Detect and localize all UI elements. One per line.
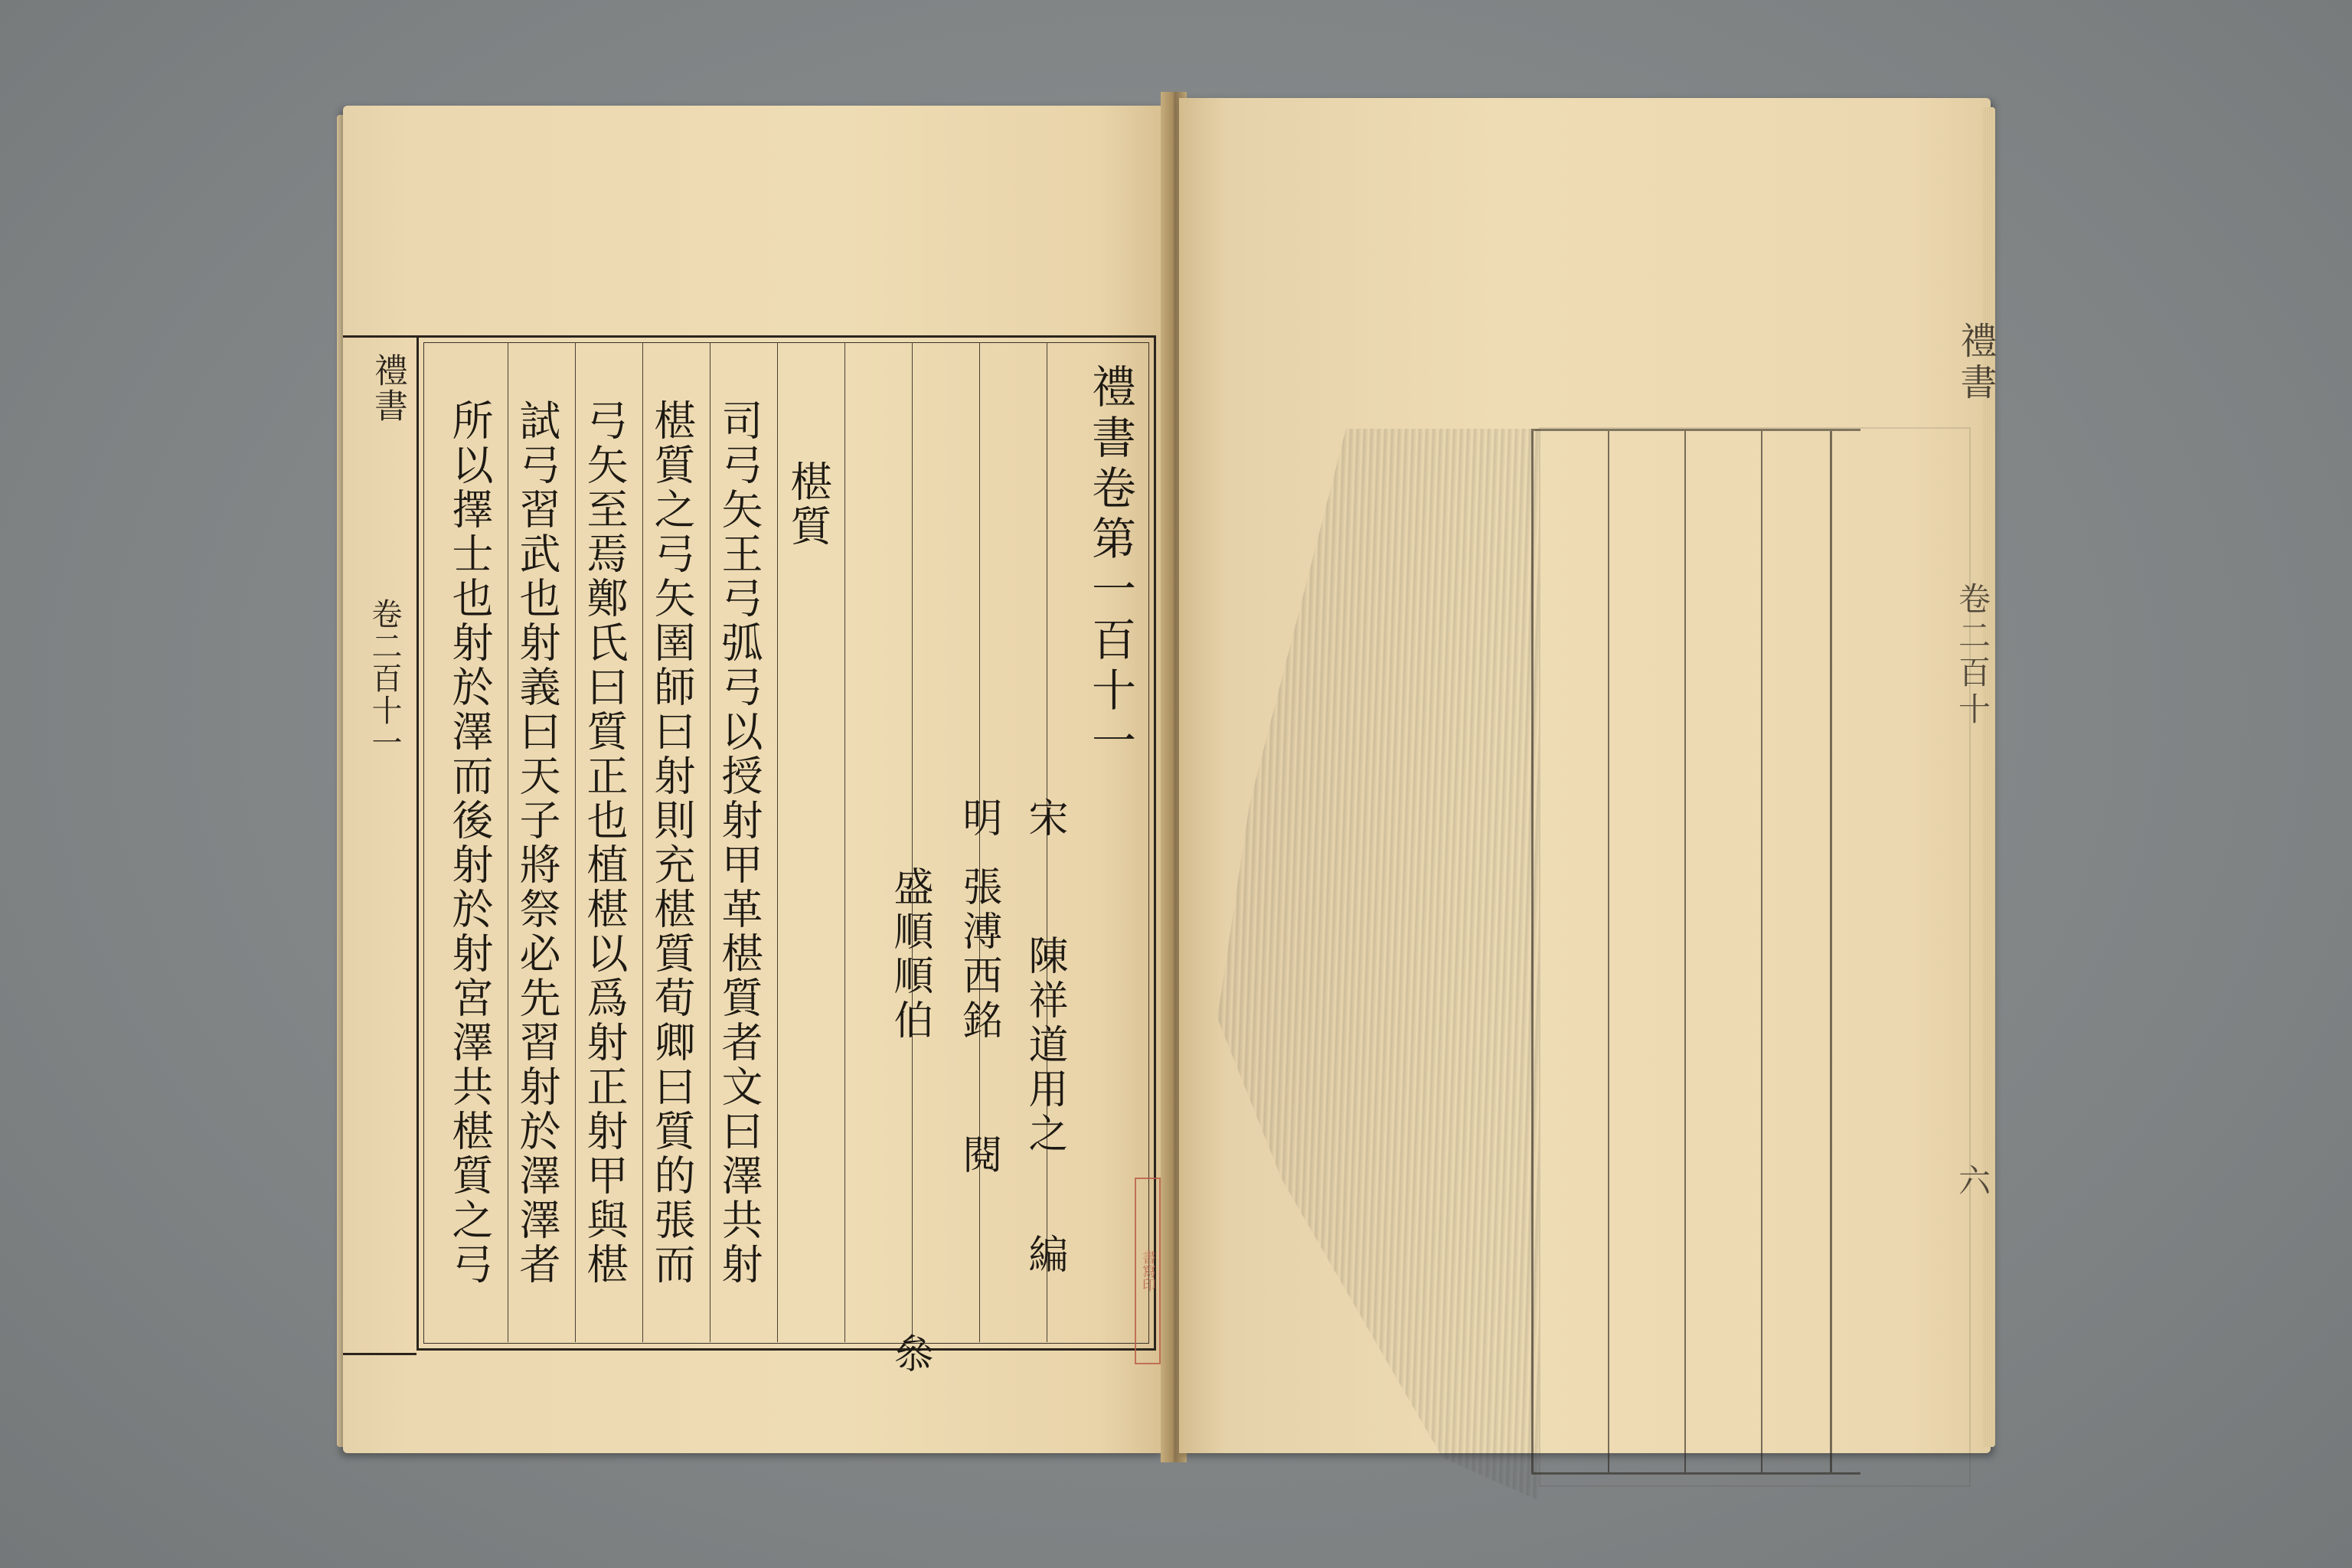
right-spine-chapter: 卷二百十	[1954, 582, 1991, 729]
spine-chapter: 卷二百十一	[367, 598, 402, 759]
left-page	[343, 106, 1164, 1453]
credit-name-3: 盛順順伯	[887, 866, 933, 1044]
column-rule	[979, 342, 980, 1342]
section-title: 椹質	[784, 460, 832, 549]
column-rule	[575, 342, 576, 1342]
body-line: 弓矢至焉鄭氏曰質正也植椹以爲射正射甲與椹	[580, 399, 629, 1287]
credit-dynasty-2: 明	[956, 797, 1001, 841]
ghost-column-rule	[1608, 431, 1609, 1472]
ghost-column-rule	[1684, 431, 1686, 1472]
credit-role-2: 閱	[956, 1134, 1001, 1178]
chapter-heading: 禮書卷第一百十一	[1084, 364, 1136, 768]
right-printed-frame	[1531, 429, 1860, 1475]
body-line: 所以擇士也射於澤而後射於射宮澤共椹質之弓	[446, 399, 494, 1287]
body-line: 試弓習武也射義曰天子將祭必先習射於澤澤者	[513, 399, 561, 1287]
column-rule	[912, 342, 913, 1342]
spine-strip	[343, 335, 416, 1355]
right-folio-number: 六	[1954, 1164, 1991, 1200]
credit-role-1: 編	[1021, 1233, 1067, 1278]
right-page-edge	[1983, 107, 1995, 1447]
open-book	[337, 92, 2006, 1470]
text-frame	[416, 335, 1156, 1377]
credit-name-1: 陳祥道用之	[1021, 935, 1067, 1157]
ghost-column-rule	[1761, 431, 1762, 1472]
column-rule	[642, 342, 643, 1342]
credit-name-2: 張溥西銘	[956, 866, 1001, 1044]
column-rule	[844, 342, 845, 1342]
body-line: 椹質之弓矢圉師曰射則充椹質荀卿曰質的張而	[648, 399, 696, 1287]
ghost-column-rule	[1531, 431, 1534, 1472]
column-rule	[777, 342, 778, 1342]
credit-dynasty-1: 宋	[1021, 797, 1067, 841]
ghost-column-rule	[1830, 431, 1832, 1472]
right-spine-title: 禮書	[1954, 322, 1997, 404]
body-line: 司弓矢王弓弧弓以授射甲革椹質者文曰澤共射	[715, 399, 763, 1287]
credit-role-3: 叅	[887, 1333, 933, 1377]
spine-title: 禮書	[368, 353, 407, 423]
red-collector-seal: 書寫印	[1135, 1178, 1161, 1364]
